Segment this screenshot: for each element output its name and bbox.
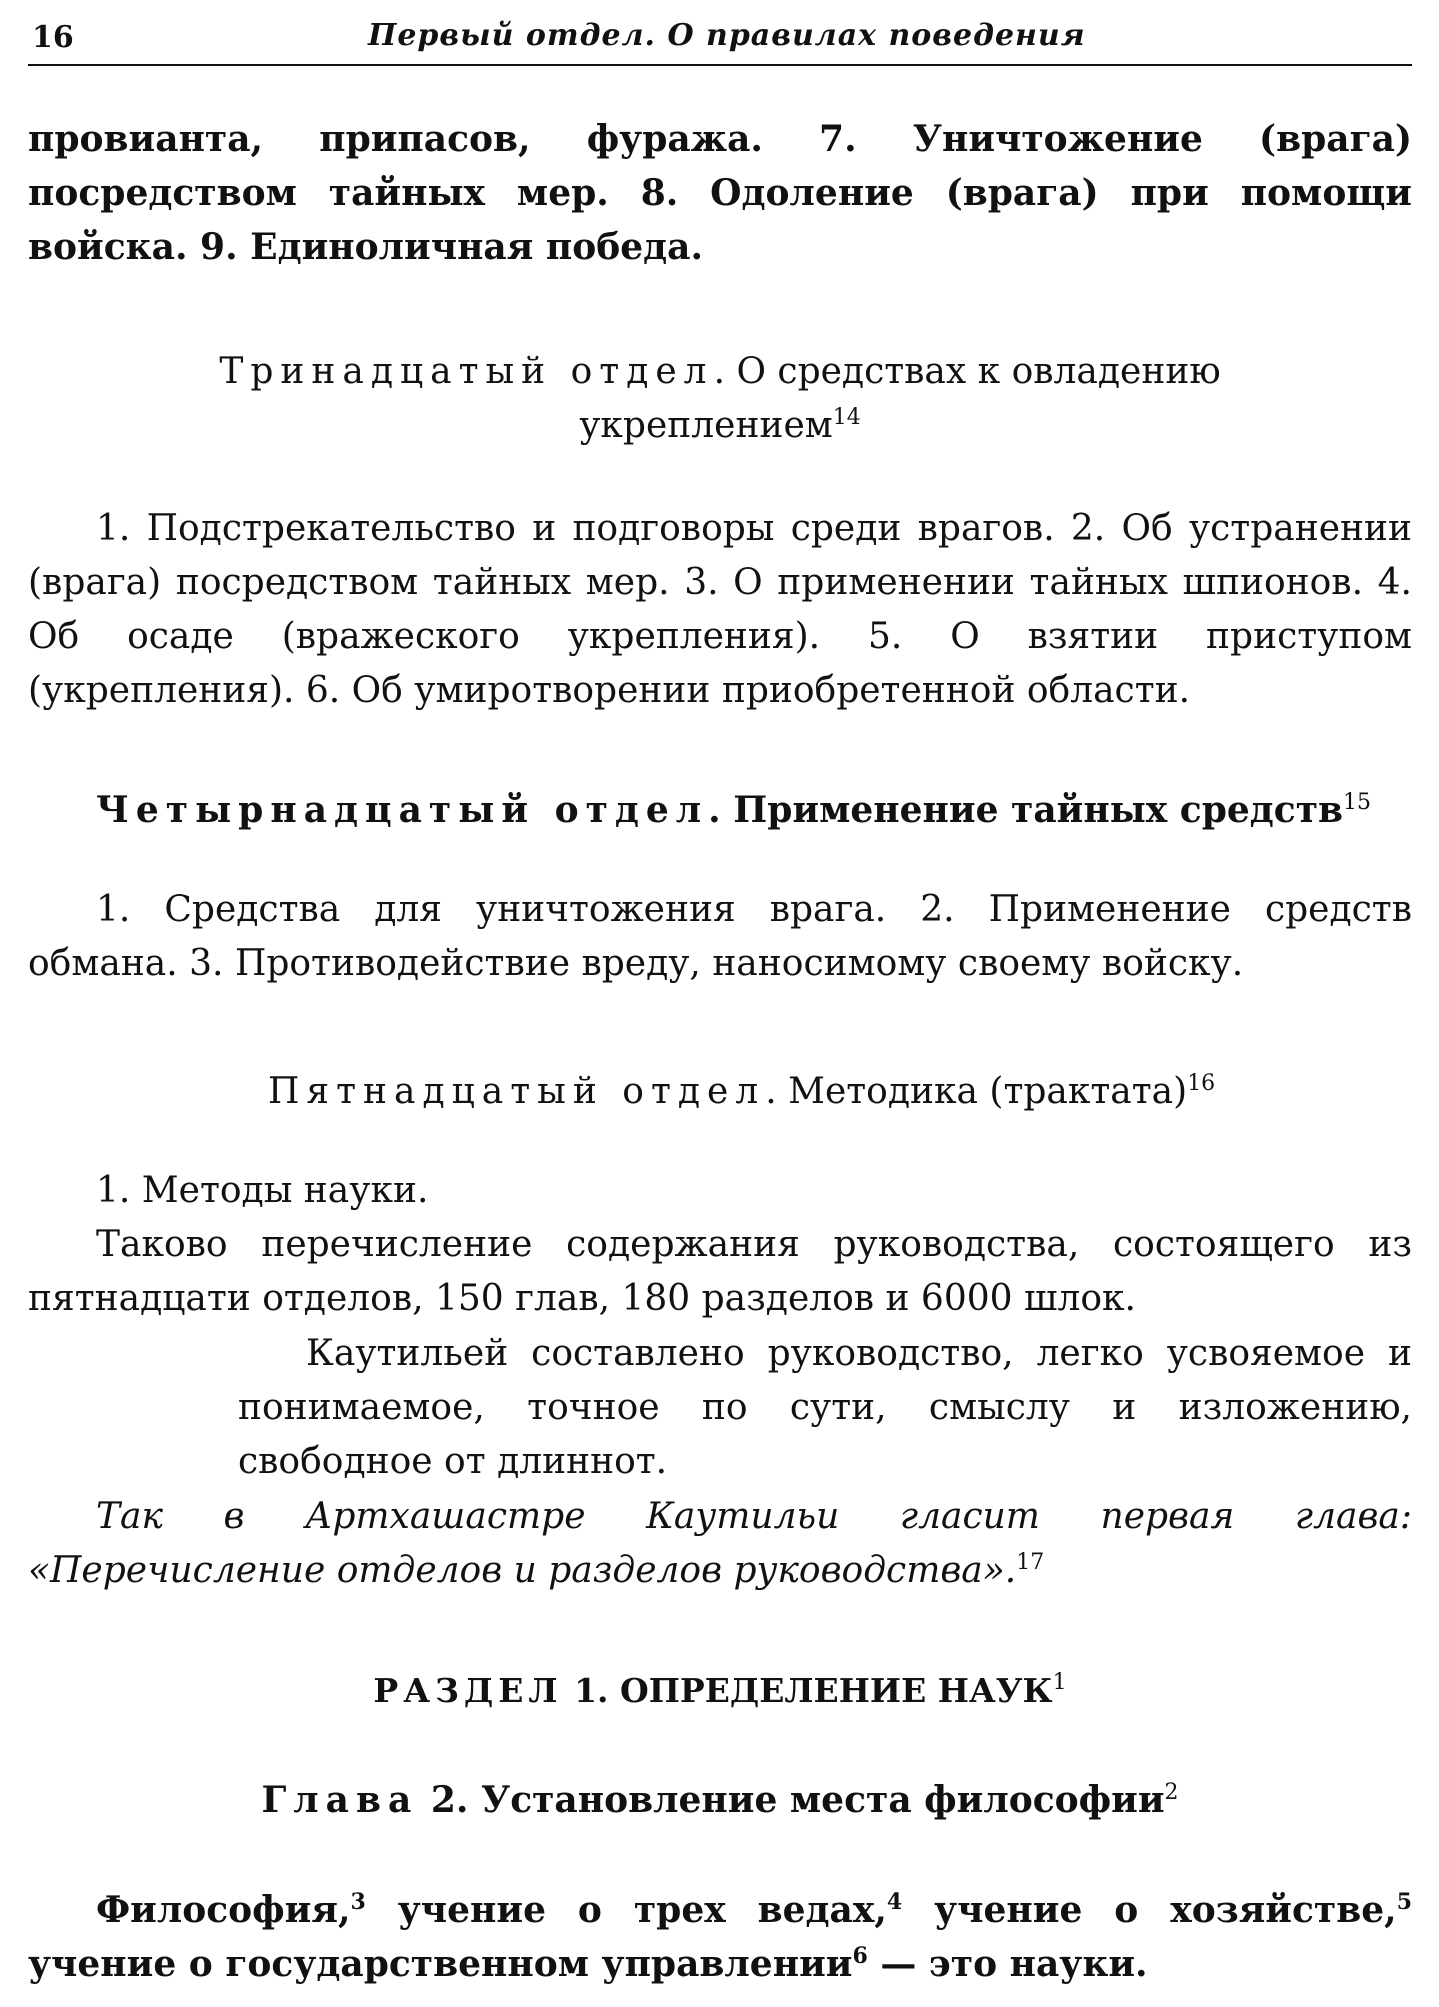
section-13-footnote-ref: 14 (832, 405, 861, 430)
glava-footnote-ref: 2 (1164, 1780, 1179, 1805)
section-14-footnote-ref: 15 (1343, 790, 1372, 815)
last-n1: 3 (350, 1889, 366, 1915)
last-w5: — это науки. (867, 1943, 1148, 1985)
last-n4: 6 (852, 1943, 868, 1969)
section-14-heading (28, 783, 1412, 838)
section-13-label: Тринадцатый отдел (219, 351, 714, 392)
verse-paragraph: Каутильей составлено руководство, легко усвояемое и понимаемое, точное по сути, смыслу и изложению, свободное от длиннот. (238, 1333, 1412, 1482)
last-w4: учение о государственном управлении (28, 1943, 853, 1985)
summary-paragraph: Таково перечисление содержания руководства, состоящего из пятнадцати отделов, 150 глав, 180 разделов и 6000 шлок. (28, 1224, 1412, 1319)
last-w3: учение о хозяйстве, (902, 1889, 1397, 1931)
section-13-title: . О средствах к овладению укреплением (579, 351, 1221, 446)
running-title: Первый отдел. О правилах поведения (368, 18, 1086, 53)
last-w1: Философия, (96, 1889, 351, 1931)
section-15-title: . Методика (трактата) (765, 1071, 1188, 1112)
glava-title: 2. Установление места философии (418, 1779, 1165, 1821)
last-n2: 4 (886, 1889, 903, 1915)
section-14-label: Четырнадцатый отдел (96, 789, 709, 831)
closing-footnote-ref: 17 (1016, 1550, 1045, 1575)
section-15-body: 1. Методы науки. (96, 1170, 429, 1211)
razdel-title: 1. ОПРЕДЕЛЕНИЕ НАУК (562, 1671, 1053, 1710)
last-w2: учение о трех ведах, (365, 1889, 887, 1931)
book-page (28, 0, 1412, 2007)
last-paragraph (28, 1883, 1412, 1991)
section-15-heading (28, 1065, 1412, 1119)
section-14-body: 1. Средства для уничтожения врага. 2. Применение средств обмана. 3. Противодействие вреду, наносимому своему войску. (28, 889, 1412, 984)
glava-heading (28, 1773, 1412, 1828)
glava-label: Глава (261, 1779, 419, 1821)
section-13-body: 1. Подстрекательство и подговоры среди врагов. 2. Об устранении (врага) посредством тайных мер. 3. О применении тайных шпионов. 4. Об осаде (вражеского укрепления). 5. О взятии приступом (укрепления). 6. Об умиротворении приобретенной области. (28, 508, 1412, 711)
closing-paragraph (28, 1490, 1412, 1598)
razdel-label: РАЗДЕЛ (373, 1671, 563, 1710)
section-15-footnote-ref: 16 (1187, 1071, 1216, 1096)
razdel-heading (28, 1664, 1412, 1718)
page-header (28, 14, 1412, 66)
section-14-title: . Применение тайных средств (708, 789, 1344, 831)
section-13-heading (28, 345, 1412, 453)
page-number: 16 (32, 20, 74, 55)
last-n3: 5 (1396, 1889, 1412, 1915)
continuation-paragraph: провианта, припасов, фуража. 7. Уничтожение (врага) посредством тайных мер. 8. Одоление (врага) при помощи войска. 9. Единоличная победа. (28, 118, 1412, 268)
closing-italic-text: Так в Артхашастре Каутильи гласит первая глава: «Перечисление отделов и разделов руководства». (28, 1496, 1412, 1591)
razdel-footnote-ref: 1 (1052, 1670, 1067, 1695)
section-15-label: Пятнадцатый отдел (268, 1071, 766, 1112)
